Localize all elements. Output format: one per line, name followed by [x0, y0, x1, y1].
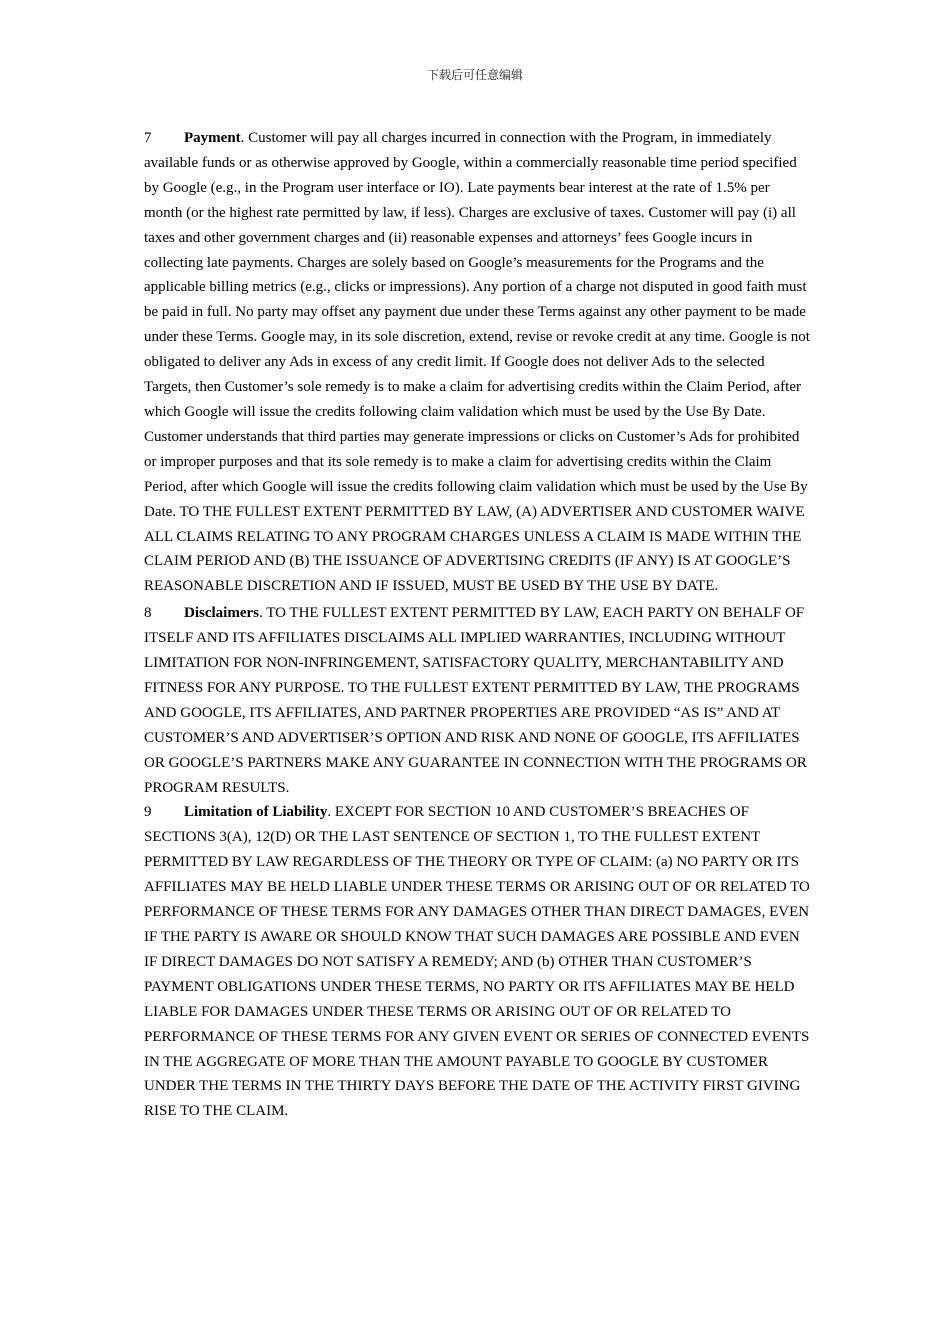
document-body — [144, 126, 810, 1124]
section-number: 7 — [144, 130, 152, 146]
section-title: Limitation of Liability — [184, 804, 328, 821]
section-title: Payment — [184, 130, 241, 146]
section-title: Disclaimers — [184, 605, 259, 622]
section-payment — [144, 126, 810, 599]
section-number: 9 — [144, 804, 152, 821]
section-disclaimers — [144, 601, 810, 800]
section-number: 8 — [144, 605, 152, 622]
section-body: . EXCEPT FOR SECTION 10 AND CUSTOMER’S BREACHES OF SECTIONS 3(A), 12(D) OR THE LAST SENTENCE OF SECTION 1, TO THE FULLEST EXTENT PERMITTED BY LAW REGARDLESS OF THE THEORY OR TYPE OF CLAIM: (a) NO PARTY OR ITS AFFILIATES MAY BE HELD LIABLE UNDER THESE TERMS OR ARISING OUT OF OR RELATED TO PERFORMANCE OF THESE TERMS FOR ANY DAMAGES OTHER THAN DIRECT DAMAGES, EVEN IF THE PARTY IS AWARE OR SHOULD KNOW THAT SUCH DAMAGES ARE POSSIBLE AND EVEN IF DIRECT DAMAGES DO NOT SATISFY A REMEDY; AND (b) OTHER THAN CUSTOMER’S PAYMENT OBLIGATIONS UNDER THESE TERMS, NO PARTY OR ITS AFFILIATES MAY BE HELD LIABLE FOR DAMAGES UNDER THESE TERMS OR ARISING OUT OF OR RELATED TO PERFORMANCE OF THESE TERMS FOR ANY GIVEN EVENT OR SERIES OF CONNECTED EVENTS IN THE AGGREGATE OF MORE THAN THE AMOUNT PAYABLE TO GOOGLE BY CUSTOMER UNDER THE TERMS IN THE THIRTY DAYS BEFORE THE DATE OF THE ACTIVITY FIRST GIVING RISE TO THE CLAIM. — [144, 804, 810, 1120]
section-body: . Customer will pay all charges incurred in connection with the Program, in immediately available funds or as otherwise approved by Google, within a commercially reasonable time period specified by Google (e.g., in the Program user interface or IO). Late payments bear interest at the rate of 1.5% per month (or the highest rate permitted by law, if less). Charges are exclusive of taxes. Customer will pay (i) all taxes and other government charges and (ii) reasonable expenses and attorneys’ fees Google incurs in collecting late payments. Charges are solely based on Google’s measurements for the Programs and the applicable billing metrics (e.g., clicks or impressions). Any portion of a charge not disputed in good faith must be paid in full. No party may offset any payment due under these Terms against any other payment to be made under these Terms. Google may, in its sole discretion, extend, revise or revoke credit at any time. Google is not obligated to deliver any Ads in excess of any credit limit. If Google does not deliver Ads to the selected Targets, then Customer’s sole remedy is to make a claim for advertising credits within the Claim Period, after which Google will issue the credits following claim validation which must be used by the Use By Date. Customer understands that third parties may generate impressions or clicks on Customer’s Ads for prohibited or improper purposes and that its sole remedy is to make a claim for advertising credits within the Claim Period, after which Google will issue the credits following claim validation which must be used by the Use By Date. TO THE FULLEST EXTENT PERMITTED BY LAW, (A) ADVERTISER AND CUSTOMER WAIVE ALL CLAIMS RELATING TO ANY PROGRAM CHARGES UNLESS A CLAIM IS MADE WITHIN THE CLAIM PERIOD AND (B) THE ISSUANCE OF ADVERTISING CREDITS (IF ANY) IS AT GOOGLE’S REASONABLE DISCRETION AND IF ISSUED, MUST BE USED BY THE USE BY DATE. — [144, 130, 810, 595]
section-limitation-of-liability — [144, 800, 810, 1124]
section-body: . TO THE FULLEST EXTENT PERMITTED BY LAW, EACH PARTY ON BEHALF OF ITSELF AND ITS AFFILIATES DISCLAIMS ALL IMPLIED WARRANTIES, INCLUDING WITHOUT LIMITATION FOR NON-INFRINGEMENT, SATISFACTORY QUALITY, MERCHANTABILITY AND FITNESS FOR ANY PURPOSE. TO THE FULLEST EXTENT PERMITTED BY LAW, THE PROGRAMS AND GOOGLE, ITS AFFILIATES, AND PARTNER PROPERTIES ARE PROVIDED “AS IS” AND AT CUSTOMER’S AND ADVERTISER’S OPTION AND RISK AND NONE OF GOOGLE, ITS AFFILIATES OR GOOGLE’S PARTNERS MAKE ANY GUARANTEE IN CONNECTION WITH THE PROGRAMS OR PROGRAM RESULTS. — [144, 605, 807, 796]
page-header: 下载后可任意编辑 — [426, 68, 523, 82]
